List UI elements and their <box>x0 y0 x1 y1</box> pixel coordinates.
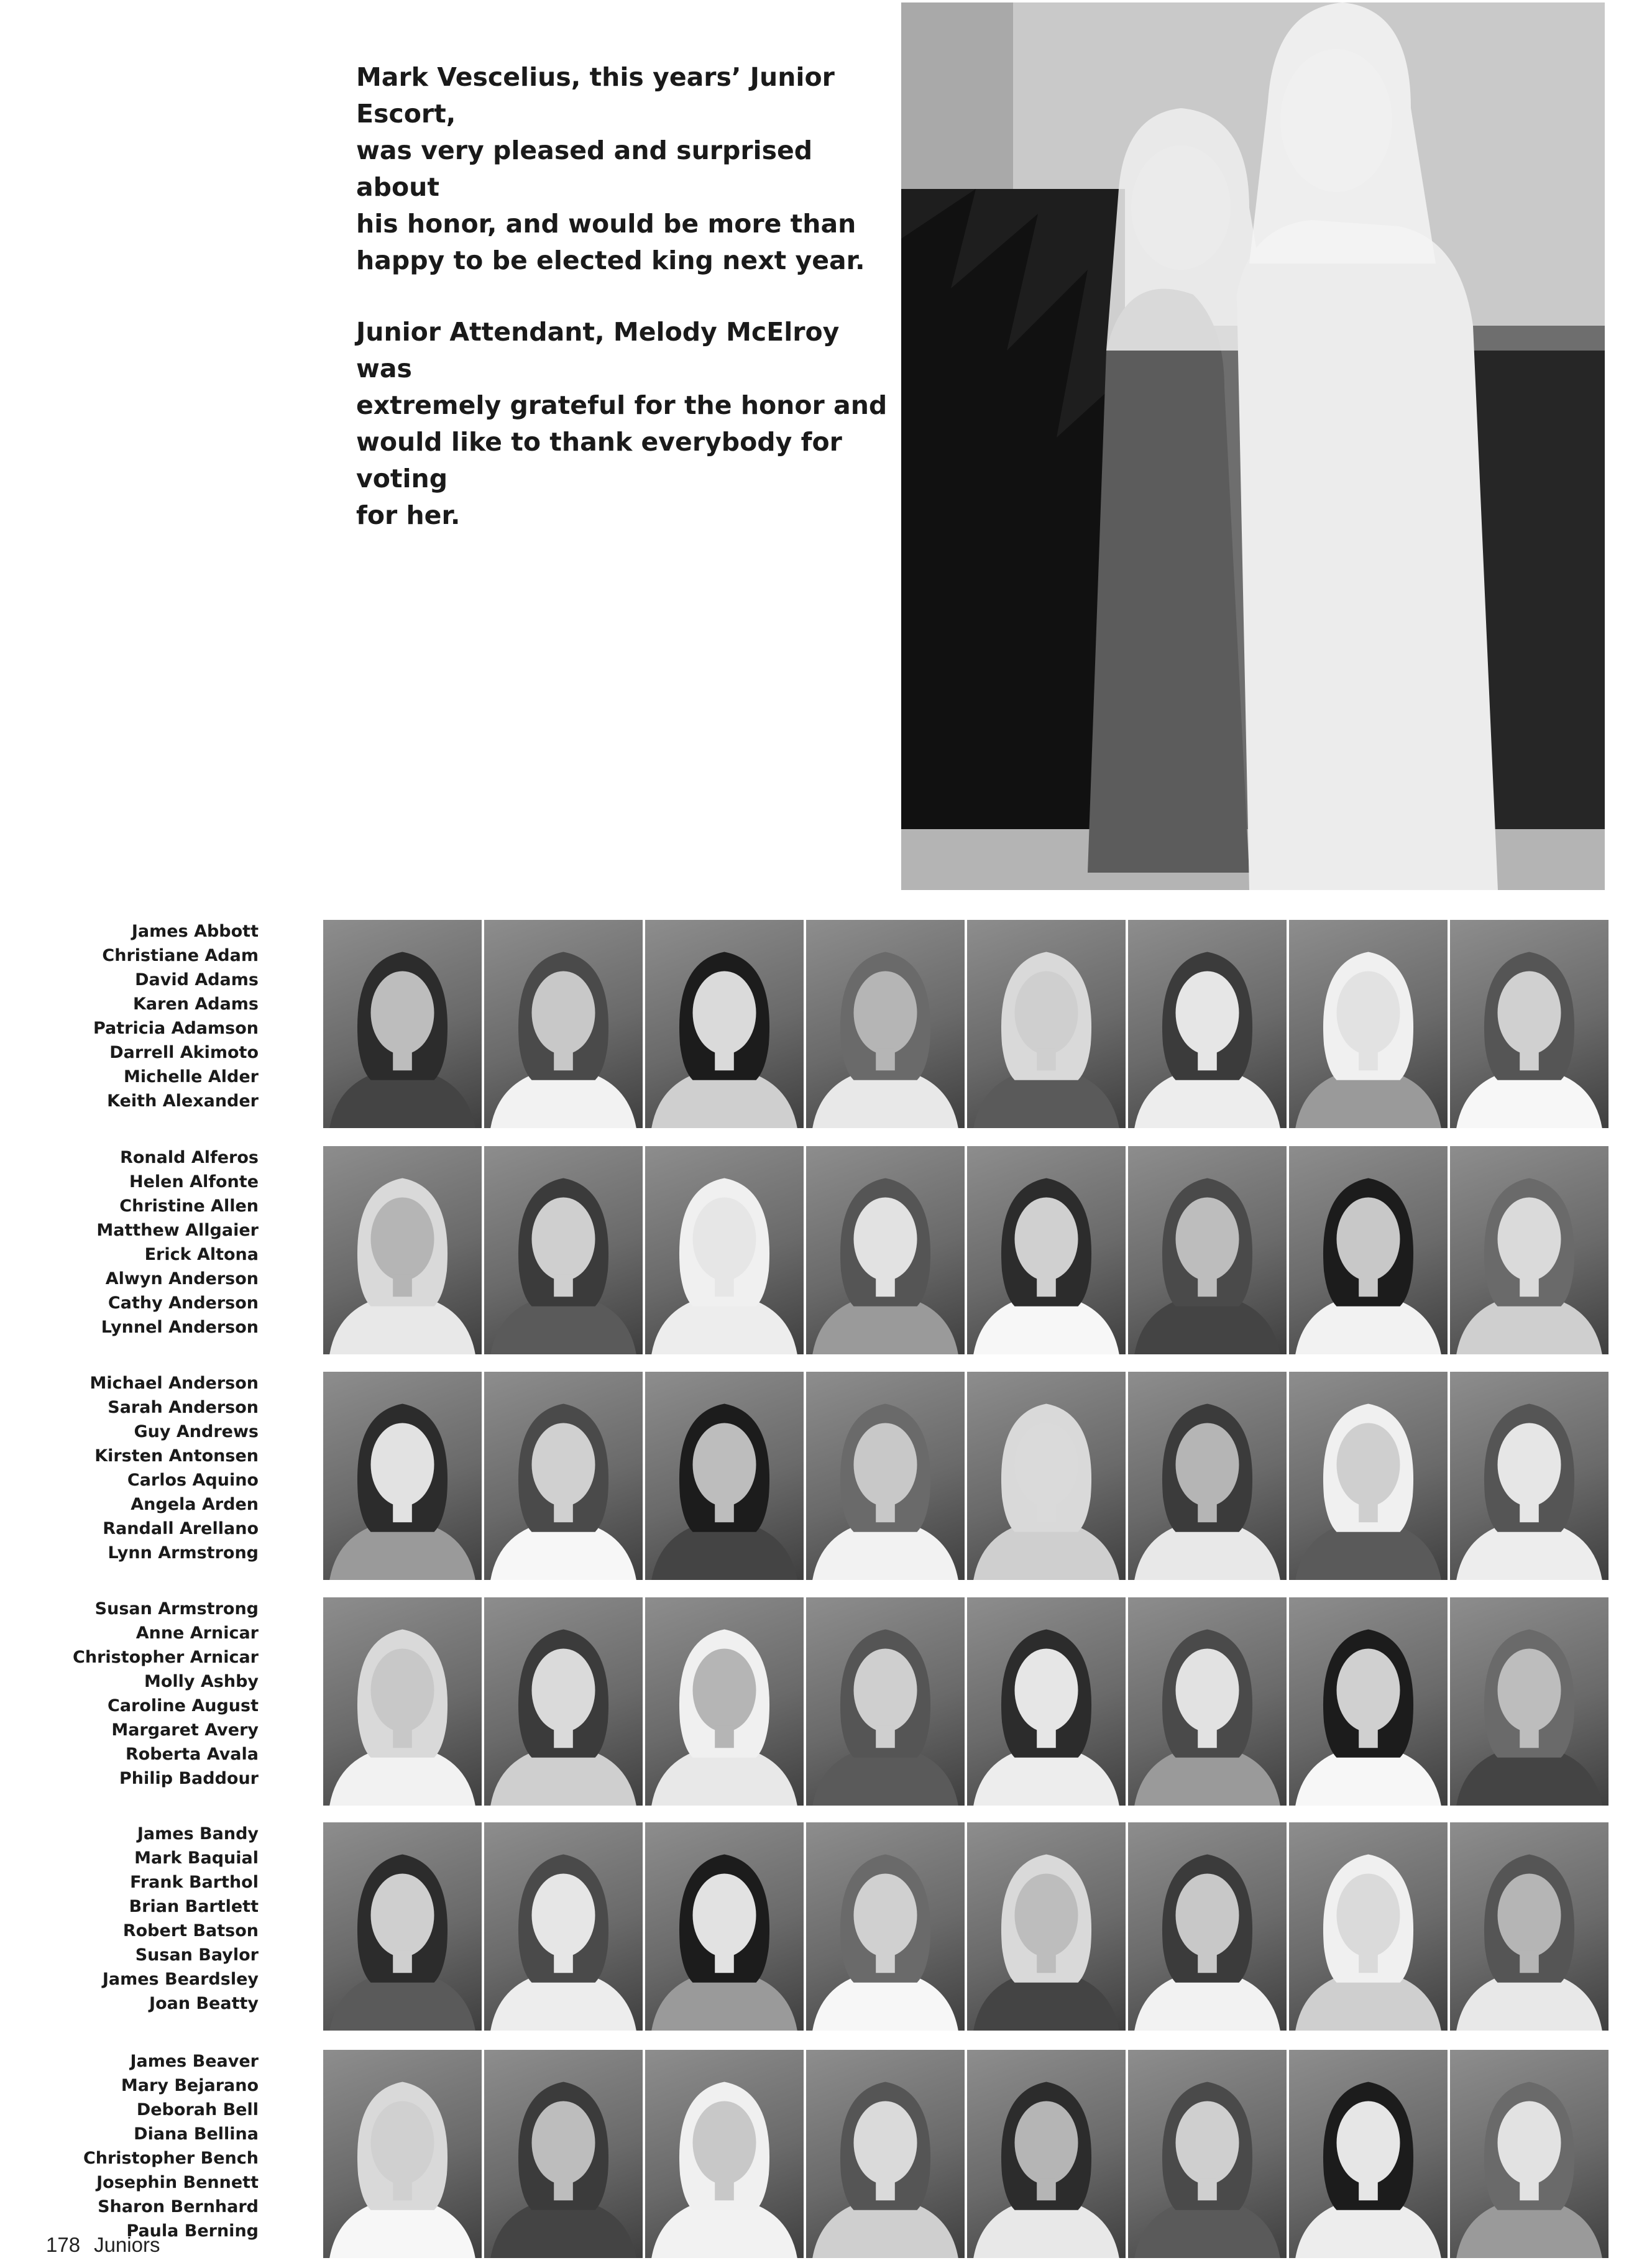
student-name: Christopher Bench <box>83 2149 259 2168</box>
student-name: Carlos Aquino <box>127 1471 259 1490</box>
student-portrait <box>1128 1822 1287 2031</box>
student-name: Mary Bejarano <box>121 2076 259 2095</box>
student-portrait <box>1128 1597 1287 1806</box>
portrait-row-3 <box>323 1372 1608 1580</box>
student-name: Brian Bartlett <box>129 1897 259 1916</box>
student-portrait <box>967 1822 1126 2031</box>
student-name: Josephin Bennett <box>96 2173 259 2192</box>
student-name: Erick Altona <box>144 1245 259 1264</box>
student-name: Christine Allen <box>119 1196 259 1216</box>
student-portrait <box>806 1597 965 1806</box>
student-portrait <box>645 1822 804 2031</box>
row-2-names <box>35 1145 259 1339</box>
student-portrait <box>967 2050 1126 2258</box>
student-portrait <box>484 1372 643 1580</box>
student-portrait <box>645 2050 804 2258</box>
student-name: Anne Arnicar <box>135 1623 259 1643</box>
student-name: Robert Batson <box>122 1921 259 1940</box>
student-portrait <box>806 1146 965 1354</box>
student-portrait <box>484 920 643 1128</box>
student-portrait <box>323 1822 482 2031</box>
student-name: Ronald Alferos <box>120 1148 259 1167</box>
student-portrait <box>323 920 482 1128</box>
caption-attendant: Junior Attendant, Melody McElroy was extremely grateful for the honor and would like to thank everybody for voting for her. <box>356 317 888 530</box>
student-name: Sharon Bernhard <box>98 2197 259 2216</box>
row-6-names <box>35 2049 259 2243</box>
student-name: David Adams <box>135 970 259 989</box>
student-portrait <box>645 1597 804 1806</box>
student-portrait <box>806 1822 965 2031</box>
student-name: Susan Baylor <box>135 1945 259 1965</box>
student-portrait <box>1128 1372 1287 1580</box>
student-name: Joan Beatty <box>149 1994 259 2013</box>
student-name: Michelle Alder <box>124 1067 259 1086</box>
student-portrait <box>1450 2050 1608 2258</box>
student-name: Caroline August <box>108 1696 259 1715</box>
student-portrait <box>1289 1822 1448 2031</box>
student-portrait <box>1289 920 1448 1128</box>
portrait-row-1 <box>323 920 1608 1128</box>
row-5-names <box>35 1822 259 2016</box>
student-name: Paula Berning <box>126 2221 259 2241</box>
student-portrait <box>1450 920 1608 1128</box>
student-portrait <box>484 1597 643 1806</box>
student-name: Keith Alexander <box>107 1091 259 1111</box>
student-portrait <box>323 1146 482 1354</box>
student-portrait <box>1128 920 1287 1128</box>
student-name: James Beardsley <box>102 1970 259 1989</box>
student-name: James Abbott <box>131 922 259 941</box>
student-name: Sarah Anderson <box>108 1398 259 1417</box>
page-footer <box>46 2233 160 2257</box>
student-name: Philip Baddour <box>119 1769 259 1788</box>
student-portrait <box>484 1146 643 1354</box>
student-name: Susan Armstrong <box>94 1599 259 1618</box>
student-name: Randall Arellano <box>103 1519 259 1538</box>
student-name: Diana Bellina <box>134 2124 259 2144</box>
student-name: Margaret Avery <box>111 1720 259 1740</box>
student-name: Lynnel Anderson <box>101 1318 259 1337</box>
caption-escort: Mark Vescelius, this years’ Junior Escort, was very pleased and surprised about his honor, and would be more than happy to be elected king next year. <box>356 62 865 275</box>
student-portrait <box>1450 1372 1608 1580</box>
portrait-row-6 <box>323 2050 1608 2258</box>
student-name: Lynn Armstrong <box>108 1543 259 1563</box>
student-name: James Bandy <box>137 1824 259 1843</box>
portrait-row-2 <box>323 1146 1608 1354</box>
student-portrait <box>967 1597 1126 1806</box>
student-portrait <box>1289 2050 1448 2258</box>
student-portrait <box>1289 1146 1448 1354</box>
student-name: Frank Barthol <box>130 1873 259 1892</box>
student-name: Molly Ashby <box>144 1672 259 1691</box>
student-name: Deborah Bell <box>136 2100 259 2119</box>
feature-caption <box>356 59 891 569</box>
student-portrait <box>806 2050 965 2258</box>
student-name: Helen Alfonte <box>129 1172 259 1191</box>
row-3-names <box>35 1371 259 1565</box>
student-name: Cathy Anderson <box>108 1293 259 1313</box>
student-name: Christopher Arnicar <box>73 1648 259 1667</box>
student-portrait <box>806 1372 965 1580</box>
student-portrait <box>323 1597 482 1806</box>
portrait-row-4 <box>323 1597 1608 1806</box>
student-portrait <box>323 1372 482 1580</box>
section-title: Juniors <box>94 2233 160 2256</box>
page-number: 178 <box>46 2233 81 2256</box>
student-portrait <box>484 1822 643 2031</box>
student-portrait <box>1450 1822 1608 2031</box>
student-name: Guy Andrews <box>134 1422 259 1441</box>
student-portrait <box>967 920 1126 1128</box>
student-portrait <box>1289 1597 1448 1806</box>
student-name: Mark Baquial <box>134 1848 259 1868</box>
student-portrait <box>967 1146 1126 1354</box>
student-name: Darrell Akimoto <box>109 1043 259 1062</box>
student-name: Patricia Adamson <box>93 1019 259 1038</box>
student-name: Roberta Avala <box>125 1745 259 1764</box>
student-name: Angela Arden <box>131 1495 259 1514</box>
student-portrait <box>1128 2050 1287 2258</box>
portrait-row-5 <box>323 1822 1608 2031</box>
student-portrait <box>484 2050 643 2258</box>
student-portrait <box>1289 1372 1448 1580</box>
student-name: Karen Adams <box>132 994 259 1014</box>
student-portrait <box>645 1372 804 1580</box>
student-name: Alwyn Anderson <box>105 1269 259 1288</box>
student-portrait <box>1128 1146 1287 1354</box>
student-name: Matthew Allgaier <box>96 1221 259 1240</box>
student-portrait <box>1450 1146 1608 1354</box>
student-portrait <box>967 1372 1126 1580</box>
student-name: James Beaver <box>130 2052 259 2071</box>
student-portrait <box>806 920 965 1128</box>
row-4-names <box>35 1597 259 1791</box>
student-portrait <box>323 2050 482 2258</box>
student-name: Michael Anderson <box>89 1374 259 1393</box>
student-portrait <box>645 920 804 1128</box>
student-name: Christiane Adam <box>102 946 259 965</box>
student-portrait <box>1450 1597 1608 1806</box>
row-1-names <box>35 919 259 1113</box>
student-name: Kirsten Antonsen <box>94 1446 259 1466</box>
student-portrait <box>645 1146 804 1354</box>
feature-photo <box>901 2 1605 890</box>
